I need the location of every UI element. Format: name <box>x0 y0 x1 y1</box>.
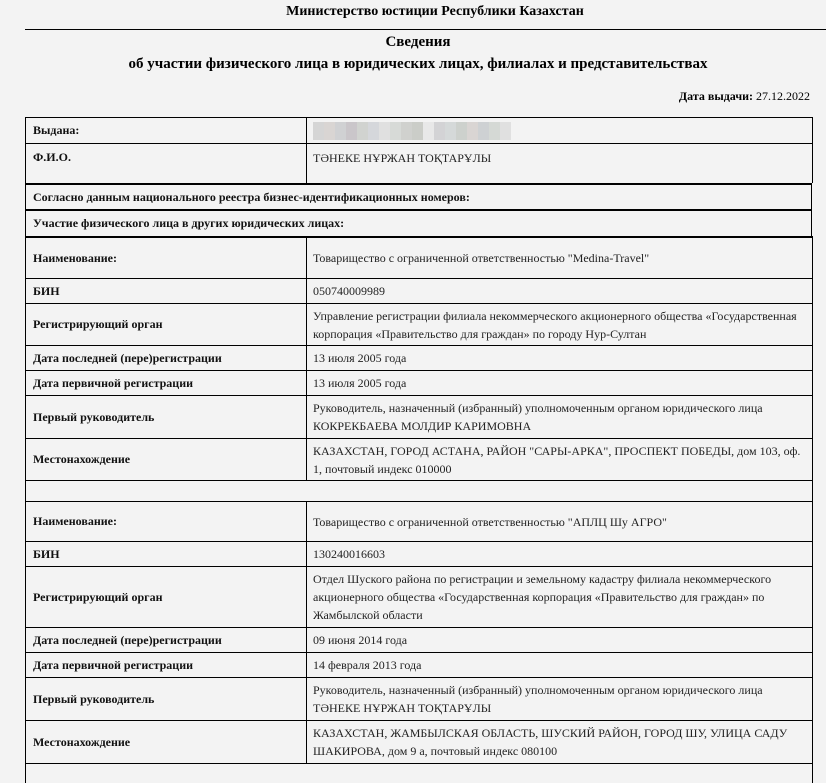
entity-2-row-registering-body <box>25 566 813 627</box>
location-label: Местонахождение <box>26 721 307 763</box>
entity-2-row-head <box>25 677 813 720</box>
document-title: Сведения <box>385 34 451 50</box>
entity-location: КАЗАХСТАН, ЖАМБЫЛСКАЯ ОБЛАСТЬ, ШУСКИЙ РАЙОН, ГОРОД ШУ, УЛИЦА САДУ ШАКИРОВА, дом 9 а, почтовый индекс 080100 <box>313 726 788 758</box>
entity-1-row-bin <box>25 278 813 303</box>
entity-1-row-location <box>25 438 813 480</box>
registering-body-label: Регистрирующий орган <box>26 304 307 345</box>
head-label: Первый руководитель <box>26 678 307 720</box>
issued-to-label: Выдана: <box>26 118 307 143</box>
entity-1-row-registering-body <box>25 303 813 345</box>
fio-value: ТӘНЕКЕ НҰРЖАН ТОҚТАРҰЛЫ <box>313 151 492 165</box>
row-registry-note <box>25 183 812 209</box>
entity-head: Руководитель, назначенный (избранный) уполномоченным органом юридического лица КОКРЕКБАЕВА МОЛДИР КАРИМОВНА <box>313 401 763 433</box>
participation-heading: Участие физического лица в других юридических лицах: <box>33 216 345 230</box>
entity-name: Товарищество с ограниченной ответственностью "Medina-Travel" <box>313 251 650 265</box>
info-table <box>25 117 813 783</box>
document-subtitle: об участии физического лица в юридических лицах, филиалах и представительствах <box>128 56 708 72</box>
entity-last-registration: 09 июня 2014 года <box>313 633 408 647</box>
entity-1-row-head <box>25 395 813 438</box>
registering-body-label: Регистрирующий орган <box>26 567 307 627</box>
entity-2-row-bin <box>25 541 813 566</box>
entity-2-row-location <box>25 720 813 763</box>
header-divider <box>25 29 826 30</box>
entity-last-registration: 13 июля 2005 года <box>313 351 407 365</box>
entity-1-row-first-registration <box>25 370 813 395</box>
fio-label: Ф.И.О. <box>26 144 307 183</box>
entity-registering-body: Отдел Шуского района по регистрации и земельному кадастру филиала некоммерческого акционерного общества «Государственная корпорация «Правительство для граждан» по Жамбылской области <box>313 572 772 622</box>
entity-1-row-name <box>25 236 813 278</box>
bin-label: БИН <box>26 542 307 566</box>
name-label: Наименование: <box>26 238 307 278</box>
ministry-name: Министерство юстиции Республики Казахстан <box>286 4 584 19</box>
redacted-block <box>313 122 511 140</box>
entity-registering-body: Управление регистрации филиала некоммерческого акционерного общества «Государственная корпорация «Правительство для граждан» по городу Нур-Султан <box>313 308 797 341</box>
entity-location: КАЗАХСТАН, ГОРОД АСТАНА, РАЙОН "САРЫ-АРКА", ПРОСПЕКТ ПОБЕДЫ, дом 103, оф. 1, почтовый индекс 010000 <box>313 443 801 476</box>
entity-bin: 130240016603 <box>313 547 385 561</box>
entity-spacer-row <box>25 480 813 501</box>
issue-date-value: 27.12.2022 <box>756 89 810 103</box>
row-participation-heading <box>25 209 812 236</box>
head-label: Первый руководитель <box>26 396 307 438</box>
last-registration-label: Дата последней (пере)регистрации <box>26 628 307 652</box>
entity-2-row-last-registration <box>25 627 813 652</box>
entity-1-row-last-registration <box>25 345 813 370</box>
entity-2-row-first-registration <box>25 652 813 677</box>
row-issued-to <box>25 117 813 143</box>
entity-first-registration: 13 июля 2005 года <box>313 376 407 390</box>
location-label: Местонахождение <box>26 439 307 480</box>
name-label: Наименование: <box>26 502 307 541</box>
entity-name: Товарищество с ограниченной ответственностью "АПЛЦ Шу АГРО" <box>313 514 667 529</box>
issue-date-label: Дата выдачи: <box>678 89 753 103</box>
entity-first-registration: 14 февраля 2013 года <box>313 658 422 672</box>
entity-2-row-name <box>25 501 813 541</box>
first-registration-label: Дата первичной регистрации <box>26 371 307 395</box>
entity-head: Руководитель, назначенный (избранный) уполномоченным органом юридического лица ТӘНЕКЕ НҰРЖАН ТОҚТАРҰЛЫ <box>313 683 763 715</box>
entity-spacer-row <box>25 763 813 783</box>
last-registration-label: Дата последней (пере)регистрации <box>26 346 307 370</box>
bin-label: БИН <box>26 279 307 303</box>
first-registration-label: Дата первичной регистрации <box>26 653 307 677</box>
issue-date <box>679 89 810 104</box>
registry-note: Согласно данным национального реестра бизнес-идентификационных номеров: <box>33 189 470 204</box>
entity-bin: 050740009989 <box>313 284 385 298</box>
row-fio <box>25 143 813 183</box>
issued-to-value <box>307 118 812 143</box>
